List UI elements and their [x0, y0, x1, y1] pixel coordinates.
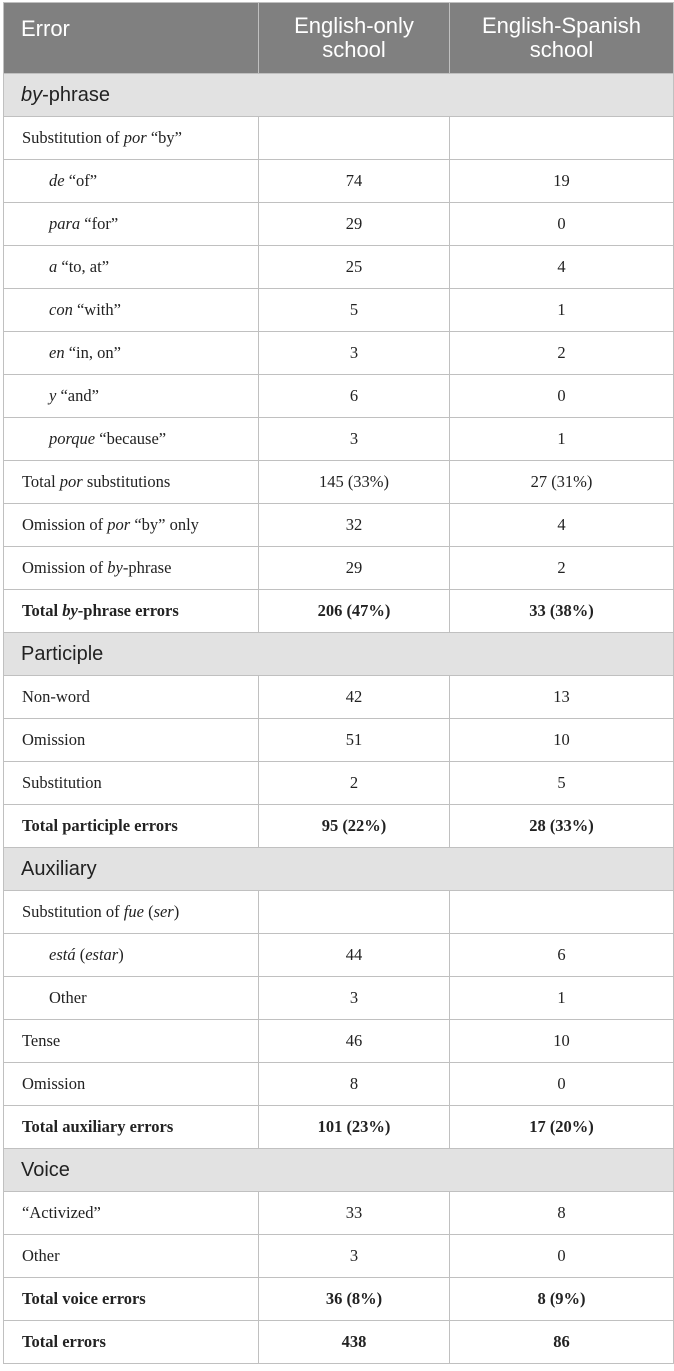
label-cell: Auxiliary — [4, 848, 674, 891]
value-cell: 0 — [450, 1235, 674, 1278]
value-cell — [450, 891, 674, 934]
label-cell: Voice — [4, 1149, 674, 1192]
value-cell: 101 (23%) — [259, 1106, 450, 1149]
value-cell: 438 — [259, 1321, 450, 1364]
value-cell: 13 — [450, 676, 674, 719]
table-row — [4, 676, 674, 719]
text-fragment: Substitution of — [22, 128, 124, 147]
value-cell: 145 (33%) — [259, 461, 450, 504]
text-fragment: Omission of — [22, 515, 108, 534]
table-row — [4, 934, 674, 977]
header-error — [4, 3, 259, 74]
text-fragment: por — [59, 472, 83, 491]
text-fragment: Total — [22, 472, 60, 491]
label-cell: Omission — [4, 1063, 259, 1106]
text-fragment: “and” — [56, 386, 99, 405]
value-cell: 2 — [450, 332, 674, 375]
value-cell: 2 — [450, 547, 674, 590]
label-cell: Non-word — [4, 676, 259, 719]
table-row — [4, 375, 674, 418]
text-fragment: Total — [22, 601, 63, 620]
label-cell — [4, 547, 259, 590]
label-cell — [4, 74, 674, 117]
table-row — [4, 203, 674, 246]
value-cell: 29 — [259, 547, 450, 590]
value-cell: 6 — [450, 934, 674, 977]
label-cell: Other — [4, 1235, 259, 1278]
text-fragment: English-only — [294, 13, 414, 38]
value-cell: 4 — [450, 504, 674, 547]
text-fragment: y — [49, 386, 57, 405]
text-fragment: English-Spanish — [482, 13, 641, 38]
value-cell: 4 — [450, 246, 674, 289]
text-fragment: por — [107, 515, 131, 534]
table-row — [4, 246, 674, 289]
label-cell: Total voice errors — [4, 1278, 259, 1321]
value-cell: 10 — [450, 1020, 674, 1063]
value-cell: 36 (8%) — [259, 1278, 450, 1321]
text-fragment: ) — [173, 902, 180, 921]
text-fragment: school — [529, 37, 594, 62]
table-row — [4, 1063, 674, 1106]
text-fragment: by — [21, 83, 43, 106]
text-fragment: school — [322, 37, 386, 62]
value-cell: 8 (9%) — [450, 1278, 674, 1321]
section-voice — [4, 1149, 674, 1192]
error-table — [3, 2, 674, 1364]
value-cell: 46 — [259, 1020, 450, 1063]
label-cell — [4, 332, 259, 375]
value-cell: 33 (38%) — [450, 590, 674, 633]
label-cell — [4, 160, 259, 203]
total-row — [4, 1106, 674, 1149]
label-cell: Total auxiliary errors — [4, 1106, 259, 1149]
value-cell: 25 — [259, 246, 450, 289]
table-row — [4, 332, 674, 375]
text-fragment: “by” — [146, 128, 182, 147]
table-row — [4, 461, 674, 504]
text-fragment: estar — [85, 945, 119, 964]
value-cell: 8 — [259, 1063, 450, 1106]
value-cell: 0 — [450, 375, 674, 418]
table-row — [4, 504, 674, 547]
text-fragment: -phrase — [42, 83, 110, 106]
label-cell — [4, 289, 259, 332]
total-row — [4, 590, 674, 633]
table-row — [4, 719, 674, 762]
value-cell: 1 — [450, 977, 674, 1020]
value-cell: 95 (22%) — [259, 805, 450, 848]
table-row — [4, 977, 674, 1020]
value-cell: 32 — [259, 504, 450, 547]
value-cell: 42 — [259, 676, 450, 719]
value-cell: 1 — [450, 418, 674, 461]
text-fragment: -phrase — [122, 558, 172, 577]
label-cell: “Activized” — [4, 1192, 259, 1235]
value-cell: 3 — [259, 418, 450, 461]
text-fragment: porque — [49, 429, 96, 448]
label-cell — [4, 590, 259, 633]
label-cell — [4, 934, 259, 977]
total-row — [4, 1278, 674, 1321]
text-fragment: Omission of — [22, 558, 108, 577]
value-cell — [259, 117, 450, 160]
text-fragment: Substitution of — [22, 902, 124, 921]
value-cell: 5 — [450, 762, 674, 805]
value-cell: 2 — [259, 762, 450, 805]
text-fragment: está — [49, 945, 76, 964]
value-cell: 6 — [259, 375, 450, 418]
table-row — [4, 418, 674, 461]
value-cell: 1 — [450, 289, 674, 332]
text-fragment: ) — [118, 945, 124, 964]
value-cell: 3 — [259, 977, 450, 1020]
value-cell: 10 — [450, 719, 674, 762]
table-row — [4, 762, 674, 805]
header-english-spanish — [450, 3, 674, 74]
text-fragment: Error — [21, 16, 70, 41]
value-cell: 5 — [259, 289, 450, 332]
table-row — [4, 160, 674, 203]
label-cell: Participle — [4, 633, 674, 676]
total-row — [4, 805, 674, 848]
text-fragment: “because” — [95, 429, 167, 448]
value-cell: 29 — [259, 203, 450, 246]
header-english-only — [259, 3, 450, 74]
table-row — [4, 891, 674, 934]
text-fragment: by — [62, 601, 78, 620]
text-fragment: fue — [123, 902, 144, 921]
value-cell: 74 — [259, 160, 450, 203]
table-row — [4, 1235, 674, 1278]
text-fragment: para — [49, 214, 81, 233]
value-cell: 3 — [259, 332, 450, 375]
text-fragment: ser — [153, 902, 174, 921]
table-row — [4, 117, 674, 160]
section-by-phrase — [4, 74, 674, 117]
value-cell: 3 — [259, 1235, 450, 1278]
text-fragment: “by” only — [130, 515, 199, 534]
value-cell: 28 (33%) — [450, 805, 674, 848]
label-cell — [4, 246, 259, 289]
label-cell — [4, 418, 259, 461]
value-cell: 33 — [259, 1192, 450, 1235]
label-cell: Tense — [4, 1020, 259, 1063]
value-cell: 17 (20%) — [450, 1106, 674, 1149]
label-cell: Total participle errors — [4, 805, 259, 848]
label-cell — [4, 461, 259, 504]
label-cell — [4, 891, 259, 934]
value-cell: 0 — [450, 1063, 674, 1106]
label-cell: Substitution — [4, 762, 259, 805]
text-fragment: “to, at” — [57, 257, 110, 276]
value-cell: 0 — [450, 203, 674, 246]
value-cell: 19 — [450, 160, 674, 203]
text-fragment: de — [49, 171, 65, 190]
header-row — [4, 3, 674, 74]
value-cell: 51 — [259, 719, 450, 762]
text-fragment: en — [49, 343, 65, 362]
text-fragment: por — [123, 128, 147, 147]
table-row — [4, 547, 674, 590]
text-fragment: by — [107, 558, 123, 577]
text-fragment: con — [49, 300, 73, 319]
text-fragment: ( — [143, 902, 154, 921]
value-cell: 86 — [450, 1321, 674, 1364]
text-fragment: -phrase errors — [77, 601, 179, 620]
label-cell — [4, 504, 259, 547]
label-cell: Omission — [4, 719, 259, 762]
text-fragment: “in, on” — [64, 343, 121, 362]
label-cell — [4, 117, 259, 160]
label-cell: Total errors — [4, 1321, 259, 1364]
value-cell: 8 — [450, 1192, 674, 1235]
value-cell: 27 (31%) — [450, 461, 674, 504]
section-auxiliary — [4, 848, 674, 891]
text-fragment: “for” — [80, 214, 119, 233]
table-row — [4, 1020, 674, 1063]
table-row — [4, 289, 674, 332]
section-participle — [4, 633, 674, 676]
value-cell — [259, 891, 450, 934]
value-cell: 206 (47%) — [259, 590, 450, 633]
label-cell: Other — [4, 977, 259, 1020]
text-fragment: “with” — [72, 300, 121, 319]
table-row — [4, 1192, 674, 1235]
label-cell — [4, 375, 259, 418]
text-fragment: a — [49, 257, 58, 276]
text-fragment: “of” — [64, 171, 98, 190]
text-fragment: ( — [75, 945, 86, 964]
value-cell — [450, 117, 674, 160]
grand-total-row — [4, 1321, 674, 1364]
label-cell — [4, 203, 259, 246]
text-fragment: substitutions — [82, 472, 171, 491]
value-cell: 44 — [259, 934, 450, 977]
